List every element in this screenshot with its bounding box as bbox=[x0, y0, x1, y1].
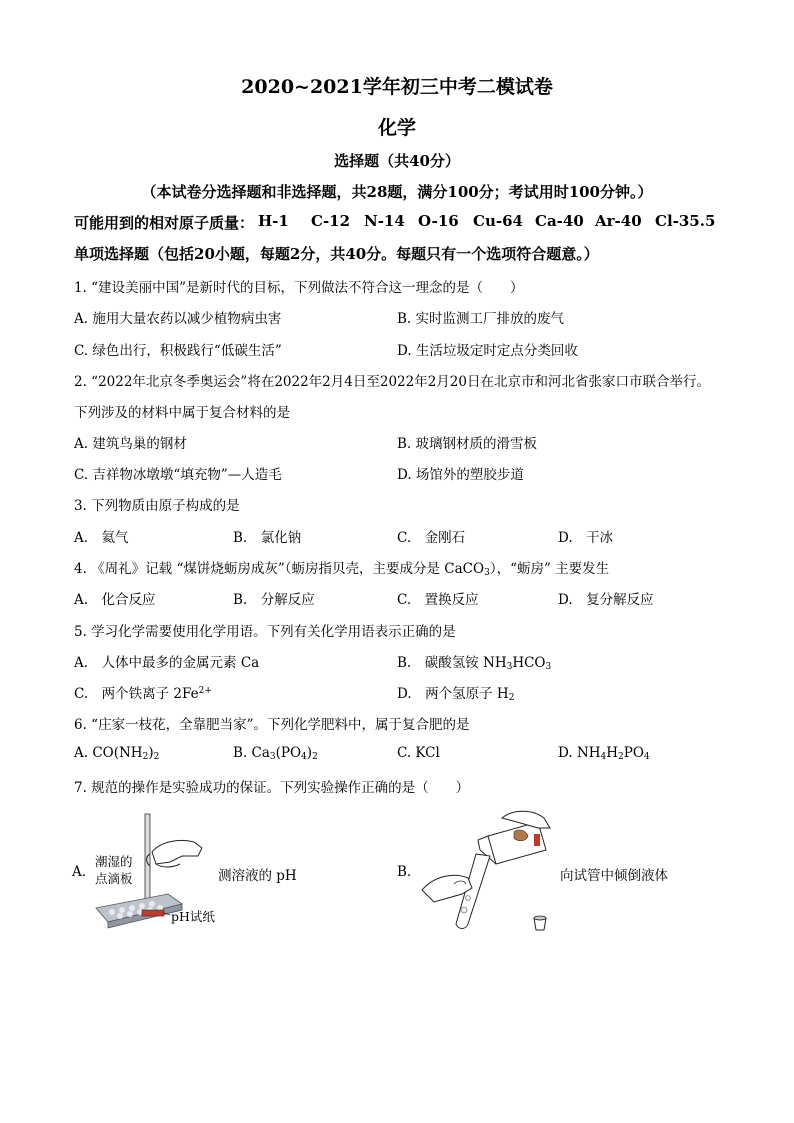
section-title: 选择题（共40分） bbox=[334, 152, 460, 170]
question-5-option-c: C. 两个铁离子 $2Fe^{2+}$ bbox=[74, 686, 212, 702]
question-2-option-d: D. 场馆外的塑胶步道 bbox=[397, 467, 524, 483]
page-title: 2020~2021学年初三中考二模试卷 bbox=[241, 76, 553, 98]
question-4-option-d: D. 复分解反应 bbox=[558, 592, 654, 608]
question-6-option-c: C. KCl bbox=[397, 745, 440, 761]
question-6-stem: 6. “庄家一枝花，全靠肥当家”。下列化学肥料中，属于复合肥的是 bbox=[74, 717, 470, 733]
question-2-stem: 2. “2022年北京冬季奥运会”将在2022年2月4日至2022年2月20日在北京市和河北省张家口市联合举行。 bbox=[74, 374, 710, 390]
question-3-option-d: D. 干冰 bbox=[558, 530, 614, 546]
atomic-mass-c: C-12 bbox=[311, 212, 351, 230]
question-7-option-a-letter: A. bbox=[72, 864, 87, 880]
question-4-stem: 4. 《周礼》记载 “煤饼烧蛎房成灰”（蛎房指贝壳，主要成分是 CaCO$_3$），“蛎房” 主要发生 bbox=[74, 561, 610, 578]
atomic-mass-o: O-16 bbox=[418, 212, 459, 230]
atomic-mass-cl: Cl-35.5 bbox=[655, 212, 716, 230]
question-5-stem: 5. 学习化学需要使用化学用语。下列有关化学用语表示正确的是 bbox=[74, 624, 456, 640]
atomic-mass-h: H-1 bbox=[258, 212, 289, 230]
question-7-option-b-text: 向试管中倾倒液体 bbox=[560, 868, 668, 884]
question-7-option-b-letter: B. bbox=[397, 864, 412, 880]
question-5-option-b: B. 碳酸氢铵 $NH_3HCO_3$ bbox=[397, 655, 552, 672]
subject-title: 化学 bbox=[377, 117, 416, 139]
question-1-option-b: B. 实时监测工厂排放的废气 bbox=[397, 311, 565, 327]
question-6-option-a: A. $CO(NH_2)_2$ bbox=[74, 745, 160, 762]
question-7-stem: 7. 规范的操作是实验成功的保证。下列实验操作正确的是（ ） bbox=[74, 780, 470, 796]
question-3-stem: 3. 下列物质由原子构成的是 bbox=[74, 498, 240, 514]
question-1-option-a: A. 施用大量农药以减少植物病虫害 bbox=[74, 311, 282, 327]
question-2-stem-line2: 下列涉及的材料中属于复合材料的是 bbox=[74, 405, 290, 421]
question-4-option-c: C. 置换反应 bbox=[397, 592, 479, 608]
atomic-mass-ar: Ar-40 bbox=[595, 212, 642, 230]
question-1-option-d: D. 生活垃圾定时定点分类回收 bbox=[397, 343, 578, 359]
ph-label-paper: pH试纸 bbox=[171, 909, 215, 924]
question-1-stem: 1. “建设美丽中国”是新时代的目标，下列做法不符合这一理念的是（ ） bbox=[74, 280, 524, 296]
question-2-option-a: A. 建筑鸟巢的钢材 bbox=[74, 436, 187, 452]
atomic-mass-label: 可能用到的相对原子质量： bbox=[74, 214, 255, 232]
question-3-option-c: C. 金刚石 bbox=[397, 530, 466, 546]
section-instructions: 单项选择题（包括20小题，每题2分，共40分。每题只有一个选项符合题意。） bbox=[74, 245, 599, 263]
question-5-option-d: D. 两个氢原子 $H_2$ bbox=[397, 686, 515, 703]
pour-liquid-illustration bbox=[418, 806, 558, 938]
question-2-option-c: C. 吉祥物冰墩墩“填充物”—人造毛 bbox=[74, 467, 282, 483]
atomic-mass-cu: Cu-64 bbox=[473, 212, 523, 230]
question-6-option-b: B. $Ca_3(PO_4)_2$ bbox=[233, 745, 318, 762]
question-2-option-b: B. 玻璃钢材质的滑雪板 bbox=[397, 436, 538, 452]
question-4-option-b: B. 分解反应 bbox=[233, 592, 315, 608]
question-1-option-c: C. 绿色出行，积极践行“低碳生活” bbox=[74, 343, 282, 359]
question-4-option-a: A. 化合反应 bbox=[74, 592, 156, 608]
question-3-option-b: B. 氯化钠 bbox=[233, 530, 302, 546]
ph-label-plate: 点滴板 bbox=[95, 871, 133, 886]
question-7-option-a-text: 测溶液的 pH bbox=[218, 868, 297, 884]
question-5-option-a: A. 人体中最多的金属元素 Ca bbox=[74, 655, 260, 671]
question-6-option-d: D. $NH_4H_2PO_4$ bbox=[558, 745, 650, 762]
atomic-mass-ca: Ca-40 bbox=[535, 212, 584, 230]
exam-note: （本试卷分选择题和非选择题，共28题，满分100分；考试用时100分钟。） bbox=[141, 183, 653, 201]
question-3-option-a: A. 氦气 bbox=[74, 530, 129, 546]
ph-label-wet: 潮湿的 bbox=[95, 854, 133, 869]
atomic-mass-n: N-14 bbox=[364, 212, 405, 230]
